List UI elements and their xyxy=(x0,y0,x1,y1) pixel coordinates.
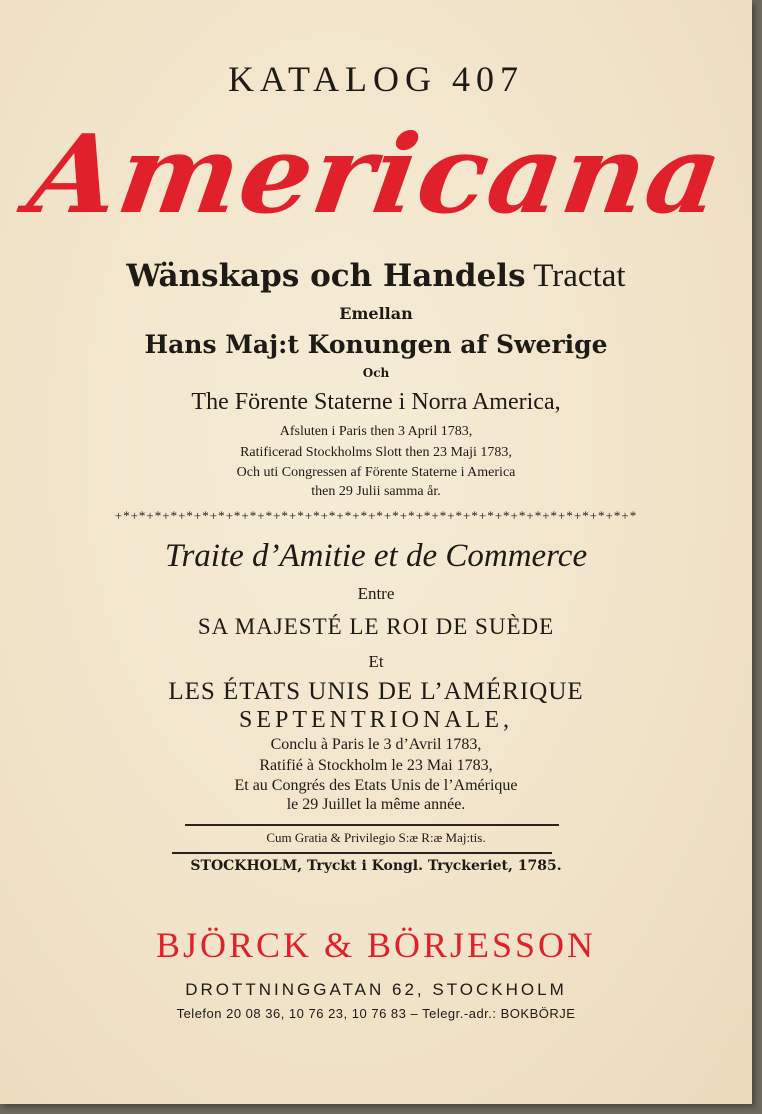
french-title-line-9: Et au Congrés des Etats Unis de l’Amérique xyxy=(234,777,518,794)
french-title-line-1: Traite d’Amitie et de Commerce xyxy=(164,538,588,574)
swedish-title-blackletter: Wänskaps och Handels xyxy=(126,258,526,294)
french-title-line-3: SA MAJESTÉ LE ROI DE SUÈDE xyxy=(197,614,555,639)
french-title-line-7: Conclu à Paris le 3 d’Avril 1783, xyxy=(270,736,482,753)
french-title-line-2: Entre xyxy=(357,584,395,603)
rule-upper xyxy=(185,824,559,826)
french-title-line-10: le 29 Juillet la même année. xyxy=(286,796,466,813)
publisher-name: BJÖRCK & BÖRJESSON xyxy=(155,925,597,965)
swedish-title-line-4: Och xyxy=(362,366,390,380)
privilege-line: Cum Gratia & Privilegio S:æ R:æ Maj:tis. xyxy=(266,830,486,845)
french-title-line-4: Et xyxy=(368,652,384,671)
swedish-title-line-9: then 29 Julii samma år. xyxy=(311,484,441,499)
catalog-number: KATALOG 407 xyxy=(227,59,525,99)
swedish-title-line-5: The Förente Staterne i Norra America, xyxy=(191,389,561,415)
swedish-title-line-2: Emellan xyxy=(339,304,413,323)
swedish-title-roman: Tractat xyxy=(533,258,626,294)
swedish-title-line-3: Hans Maj:t Konungen af Swerige xyxy=(144,330,608,359)
rule-lower xyxy=(172,852,552,854)
swedish-title-line-7: Ratificerad Stockholms Slott then 23 Maji 1783, xyxy=(240,445,512,460)
publisher-address: DROTTNINGGATAN 62, STOCKHOLM xyxy=(185,980,567,999)
publisher-contact: Telefon 20 08 36, 10 76 23, 10 76 83 – Telegr.-adr.: BOKBÖRJE xyxy=(176,1006,576,1021)
catalog-title: Americana xyxy=(21,112,731,238)
ornamental-divider: +*+*+*+*+*+*+*+*+*+*+*+*+*+*+*+*+*+*+*+*+*+*+*+*+*+*+*+*+*+*+*+*+* xyxy=(114,508,638,523)
french-title-line-5: LES ÉTATS UNIS DE L’AMÉRIQUE xyxy=(168,678,584,705)
french-title-line-6: SEPTENTRIONALE, xyxy=(239,707,513,733)
swedish-title-line-1 xyxy=(0,258,752,295)
swedish-title-line-8: Och uti Congressen af Förente Staterne i America xyxy=(236,465,516,480)
swedish-title-line-6: Afsluten i Paris then 3 April 1783, xyxy=(279,424,473,439)
french-title-line-8: Ratifié à Stockholm le 23 Mai 1783, xyxy=(259,757,493,774)
printer-line: STOCKHOLM, Tryckt i Kongl. Tryckeriet, 1785. xyxy=(190,858,562,874)
